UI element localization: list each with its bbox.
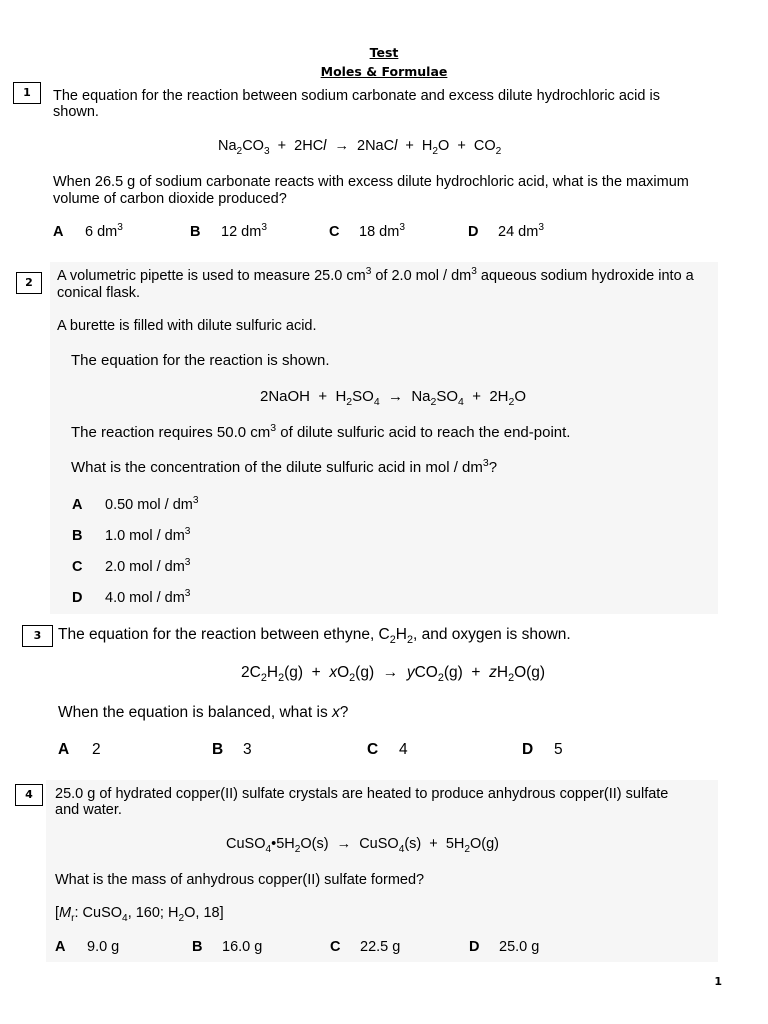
q3-text-line1: The equation for the reaction between ethyne, $C_2H_2$, and oxygen is shown. — [58, 626, 571, 647]
q3-equation: $2C_2H_2(g) + xO_2(g) \to yCO_2(g) + zH_2O(g)$ — [241, 664, 546, 685]
q4-option-a[interactable]: A 9.0 g — [55, 939, 120, 955]
q2-text-line2: conical flask. — [57, 285, 141, 301]
q4-text-line2: and water. — [55, 802, 122, 818]
q3-text-line2: When the equation is balanced, what is x? — [58, 704, 349, 721]
page-subtitle: Moles & Formulae — [320, 64, 448, 79]
q4-option-b[interactable]: B 16.0 g — [192, 939, 263, 955]
q2-text-line6: What is the concentration of the dilute sulfuric acid in mol / $dm^3$? — [71, 457, 498, 476]
question-3-number: 3 — [22, 625, 53, 647]
q3-option-a[interactable]: A 2 — [58, 741, 101, 758]
q1-option-c[interactable]: C 18 $dm^3$ — [329, 222, 405, 240]
q3-option-b[interactable]: B 3 — [212, 741, 252, 758]
q2-option-c[interactable]: C 2.0 mol / $dm^3$ — [72, 557, 191, 575]
q4-option-c[interactable]: C 22.5 g — [330, 939, 401, 955]
q1-option-a[interactable]: A 6 $dm^3$ — [53, 222, 123, 240]
q1-equation: $Na_2CO_3 + 2HCl$ → 2NaCl + $H_2O + CO_2$ — [218, 138, 502, 157]
q2-option-a[interactable]: A 0.50 mol / $dm^3$ — [72, 495, 199, 513]
q2-text-line5: The reaction requires 50.0 $cm^3$ of dilute sulfuric acid to reach the end-point. — [71, 422, 571, 441]
q1-text-line4: volume of carbon dioxide produced? — [53, 191, 287, 207]
page-number: 1 — [714, 975, 722, 988]
q4-text-line1: 25.0 g of hydrated copper(II) sulfate crystals are heated to produce anhydrous copper(II) sulfate — [55, 786, 669, 802]
q4-option-d[interactable]: D 25.0 g — [469, 939, 540, 955]
q1-text-line2: shown. — [53, 104, 99, 120]
question-1-number: 1 — [13, 82, 41, 104]
q4-text-line4: [$M_r$: CuSO$_4$, 160; $H_2O$, 18] — [55, 905, 224, 924]
q1-option-b[interactable]: B 12 $dm^3$ — [190, 222, 267, 240]
q4-equation: $CuSO_4•5H_2O(s)$ → CuSO$_4$(s) + $5H_2O(g)$ — [226, 836, 500, 855]
q1-text-line1: The equation for the reaction between sodium carbonate and excess dilute hydrochloric acid is — [53, 88, 660, 104]
q2-text-line3: A burette is filled with dilute sulfuric acid. — [57, 318, 317, 334]
q1-text-line3: When 26.5 g of sodium carbonate reacts with excess dilute hydrochloric acid, what is the maximum — [53, 174, 689, 190]
q4-text-line3: What is the mass of anhydrous copper(II) sulfate formed? — [55, 872, 425, 888]
page-title: Test — [369, 45, 399, 60]
q2-option-d[interactable]: D 4.0 mol / $dm^3$ — [72, 588, 191, 606]
q1-option-d[interactable]: D 24 $dm^3$ — [468, 222, 544, 240]
q2-equation: 2NaOH + $H_2SO_4 \to Na_2SO_4 + 2H_2O$ — [260, 388, 527, 408]
q3-option-c[interactable]: C 4 — [367, 741, 408, 758]
q2-text-line4: The equation for the reaction is shown. — [71, 352, 330, 369]
question-2-number: 2 — [16, 272, 42, 294]
q3-option-d[interactable]: D 5 — [522, 741, 563, 758]
q2-option-b[interactable]: B 1.0 mol / $dm^3$ — [72, 526, 191, 544]
question-4-number: 4 — [15, 784, 43, 806]
scan-area-q4 — [46, 780, 718, 962]
q2-text-line1: A volumetric pipette is used to measure 25.0 $cm^3$ of 2.0 mol / $dm^3$ aqueous sodium hydroxide into a — [57, 266, 694, 284]
